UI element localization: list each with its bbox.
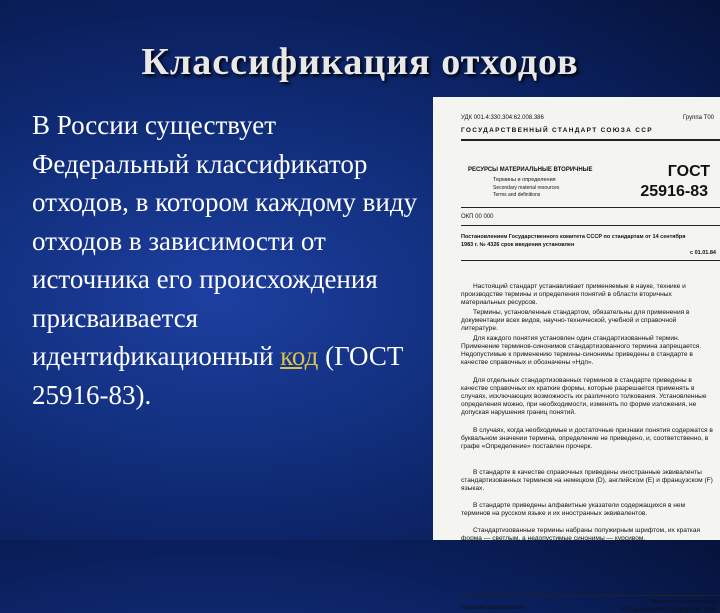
document-decree-line-2: 1983 г. № 4326 срок введения установлен [461,242,575,248]
document-gost-number: 25916-83 [640,183,708,200]
document-okp: ОКП 00 000 [461,214,494,220]
document-official-edition: Издание официальное [461,605,525,611]
gost-document-scan [433,97,720,613]
document-paragraph: Стандартизованные термины набраны полужирным шрифтом, их краткая форма — светлым, а недопустимые синонимы — курсивом. [461,527,701,542]
document-paragraph: Для каждого понятия установлен один стандартизованный термин. Применение терминов-синонимов стандартизованного термина запрещается. Недопустимые к применению термины-синонимы приведены в стандарте в качестве справочных и обозначены «Ндп». [461,335,702,366]
document-title-rule [461,207,720,208]
document-paragraph: Для отдельных стандартизованных терминов в стандарте приведены в качестве справочных их краткие формы, которые разрешается применять в случаях, исключающих возможность их различного толкования. Установленные определения можно, при необходимости, изменять по форме изложения, не допуская нарушения границ понятий. [461,377,707,416]
document-header-rule [461,139,720,141]
document-paragraph: В стандарте приведены алфавитные указатели содержащихся в нем терминов на русском языке и их иностранных эквивалентов. [461,502,686,517]
document-reprint-note: Перепечатка воспрещена [650,599,716,605]
document-footer-rule [461,595,720,596]
document-udk: УДК 001.4:330.304:62.008.386 [461,115,544,121]
kod-link[interactable]: код [280,341,319,371]
document-copyright: © Издательство стандартов, 1984 [621,607,716,613]
body-text-part-2: (ГОСТ 25916-83). [32,341,404,410]
document-resources-title: РЕСУРСЫ МАТЕРИАЛЬНЫЕ ВТОРИЧНЫЕ [468,167,593,173]
document-terms-title: Термины и определения [493,177,556,183]
document-okp-rule [461,225,720,226]
body-text-part-1: В России существует Федеральный классификатор отходов, в котором каждому виду отходов в зависимости от источника его происхождения присваивается идентификационный [32,110,418,371]
document-gost-label: ГОСТ [667,163,710,180]
document-subtitle-1: Secondary material resources [493,185,560,191]
document-group: Группа Т00 [682,115,714,121]
document-paragraph: Настоящий стандарт устанавливает применяемые в науке, технике и производстве термины и определения понятий в области вторичных материальных ресурсов. [461,283,686,306]
document-paragraph: Термины, установленные стандартом, обязательны для применения в документации всех видов, научно-технической, учебной и справочной литературе. [461,309,690,332]
document-decree-rule [461,260,720,261]
document-paragraph: В случаях, когда необходимые и достаточные признаки понятия содержатся в буквальном значении термина, определение не приведено, и, соответственно, в графе «Определение» поставлен прочерк. [461,427,713,450]
document-decree-line-1: Постановлением Государственного комитета СССР по стандартам от 14 сентября [461,234,686,240]
slide-body-text [32,106,432,414]
document-subtitle-2: Terms and definitions [493,192,541,198]
slide-title: Классификация отходов [141,41,579,83]
document-paragraph: В стандарте в качестве справочных приведены иностранные эквиваленты стандартизованных терминов на немецком (D), английском (E) и французском (F) языках. [461,469,713,492]
document-decree-date: с 01.01.84 [690,250,716,256]
document-standard-header: ГОСУДАРСТВЕННЫЙ СТАНДАРТ СОЮЗА ССР [461,127,653,134]
